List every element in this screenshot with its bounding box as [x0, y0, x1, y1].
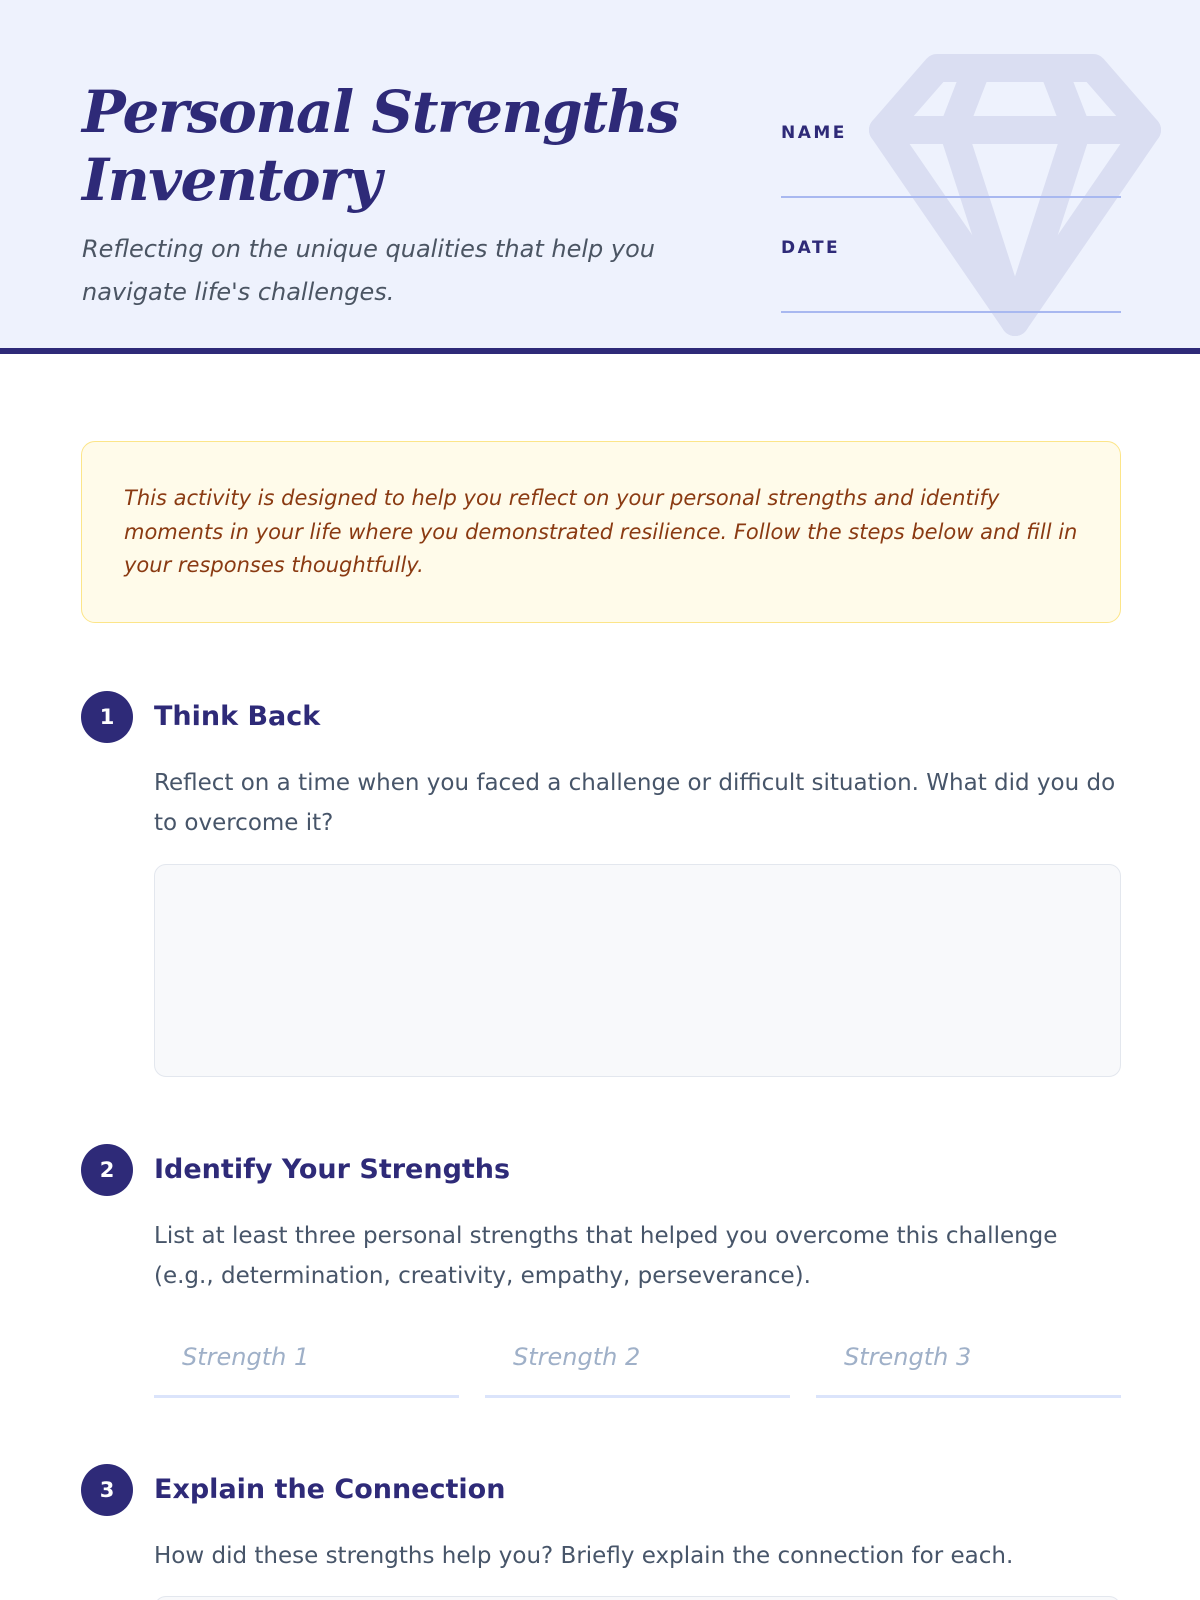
step-2-title: Identify Your Strengths	[154, 1154, 511, 1185]
step-3-text: How did these strengths help you? Briefly explain the connection for each.	[154, 1543, 1014, 1569]
strength-3-input[interactable]	[816, 1318, 1121, 1398]
name-label: NAME	[781, 123, 847, 143]
page-subtitle: Reflecting on the unique qualities that help you navigate life's challenges.	[82, 235, 655, 306]
date-label: DATE	[781, 238, 841, 258]
strength-1-input[interactable]	[154, 1318, 459, 1398]
step-2-number: 2	[81, 1144, 133, 1196]
diamond-icon	[865, 50, 1165, 340]
strength-2-input[interactable]	[485, 1318, 790, 1398]
step-3-number: 3	[81, 1464, 133, 1516]
date-field[interactable]	[781, 311, 1121, 313]
page-title-line-1: Personal Strengths	[82, 78, 679, 146]
step-3-title: Explain the Connection	[154, 1474, 506, 1505]
worksheet-header	[0, 0, 1200, 354]
page-title-line-2: Inventory	[82, 146, 381, 214]
intro-note: This activity is designed to help you reflect on your personal strengths and identify moments in your life where you demonstrated resilience. Follow the steps below and fill in your responses thoughtfully.	[81, 441, 1121, 623]
step-3-answer-box[interactable]	[154, 1596, 1121, 1600]
step-1-answer-box[interactable]	[154, 864, 1121, 1077]
step-1-text: Reflect on a time when you faced a challenge or difficult situation. What did you do to overcome it?	[154, 770, 1116, 836]
step-2-text: List at least three personal strengths that helped you overcome this challenge (e.g., determination, creativity, empathy, perseverance).	[154, 1223, 1058, 1289]
step-1-title: Think Back	[154, 701, 321, 732]
name-field[interactable]	[781, 196, 1121, 198]
step-1-number: 1	[81, 691, 133, 743]
page-title	[82, 78, 742, 214]
